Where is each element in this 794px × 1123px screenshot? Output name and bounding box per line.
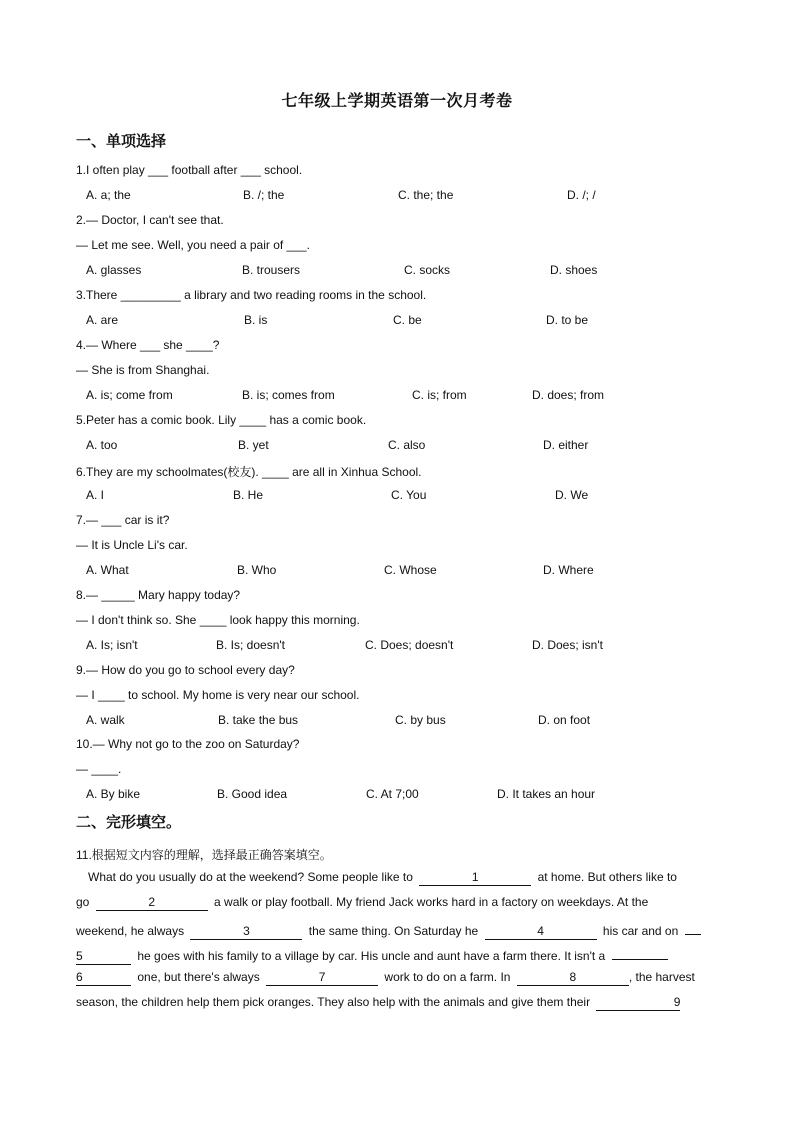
question-5: 5.Peter has a comic book. Lily ____ has a comic book. [76, 413, 367, 427]
cloze-blank-7[interactable]: 7 [266, 971, 378, 986]
option-d[interactable]: D. /; / [567, 188, 596, 202]
option-a[interactable]: A. Is; isn't [86, 638, 138, 652]
question-7-line-1: 7.— ___ car is it? [76, 513, 170, 527]
cloze-blank-8[interactable]: 8 [517, 971, 629, 986]
option-b[interactable]: B. take the bus [218, 713, 299, 727]
question-9-line-2: — I ____ to school. My home is very near our school. [76, 688, 360, 702]
option-d[interactable]: D. It takes an hour [497, 787, 596, 801]
option-b[interactable]: B. Who [237, 563, 277, 577]
cloze-blank-9[interactable]: 9 [596, 996, 680, 1011]
section-heading-cloze: 二、完形填空。 [76, 813, 182, 831]
question-3: 3.There _________ a library and two reading rooms in the school. [76, 288, 427, 302]
option-b[interactable]: B. Good idea [217, 787, 288, 801]
option-b[interactable]: B. yet [238, 438, 269, 452]
question-8-line-1: 8.— _____ Mary happy today? [76, 588, 241, 602]
question-10-line-2: — ____. [76, 762, 122, 776]
option-d[interactable]: D. Where [543, 563, 594, 577]
question-4-line-2: — She is from Shanghai. [76, 363, 210, 377]
cloze-line-1 [76, 870, 732, 886]
question-2-line-1: 2.— Doctor, I can't see that. [76, 213, 224, 227]
option-b[interactable]: B. /; the [243, 188, 285, 202]
cloze-blank-3[interactable]: 3 [190, 925, 302, 940]
option-a[interactable]: A. By bike [86, 787, 141, 801]
cloze-blank-2[interactable]: 2 [96, 896, 208, 911]
cloze-line-4 [76, 945, 720, 965]
cloze-text: work to do on a farm. In [384, 970, 511, 984]
cloze-line-6 [76, 995, 720, 1011]
option-d[interactable]: D. shoes [550, 263, 598, 277]
question-10-options [86, 787, 726, 803]
option-b[interactable]: B. He [233, 488, 264, 502]
cloze-text: he goes with his family to a village by car. His uncle and aunt have a farm there. It isn't a [137, 949, 606, 963]
question-9-line-1: 9.— How do you go to school every day? [76, 663, 295, 677]
cloze-blank-6[interactable]: 6 [76, 971, 131, 986]
cloze-text: go [76, 895, 90, 909]
cloze-line-5 [76, 970, 720, 986]
cloze-text: weekend, he always [76, 924, 185, 938]
cloze-text: one, but there's always [137, 970, 260, 984]
cloze-text: What do you usually do at the weekend? Some people like to [88, 870, 413, 884]
question-4-options [86, 388, 726, 404]
cloze-line-3 [76, 920, 720, 940]
question-7-line-2: — It is Uncle Li's car. [76, 538, 188, 552]
option-c[interactable]: C. also [388, 438, 426, 452]
option-a[interactable]: A. walk [86, 713, 125, 727]
cloze-blank-6-start [612, 945, 668, 960]
option-d[interactable]: D. Does; isn't [532, 638, 603, 652]
cloze-blank-5[interactable]: 5 [76, 950, 131, 965]
question-10-line-1: 10.— Why not go to the zoo on Saturday? [76, 737, 300, 751]
option-c[interactable]: C. be [393, 313, 422, 327]
option-c[interactable]: C. is; from [412, 388, 467, 402]
option-c[interactable]: C. by bus [395, 713, 446, 727]
question-9-options [86, 713, 726, 729]
cloze-blank-4[interactable]: 4 [485, 925, 597, 940]
cloze-line-2 [76, 895, 720, 911]
option-a[interactable]: A. a; the [86, 188, 131, 202]
option-a[interactable]: A. What [86, 563, 129, 577]
cloze-text: , the harvest [628, 970, 695, 984]
option-d[interactable]: D. does; from [532, 388, 605, 402]
option-a[interactable]: A. I [86, 488, 105, 502]
option-d[interactable]: D. to be [546, 313, 589, 327]
cloze-text: the same thing. On Saturday he [308, 924, 479, 938]
option-d[interactable]: D. either [543, 438, 589, 452]
cloze-instruction: 11.根据短文内容的理解，选择最正确答案填空。 [76, 848, 332, 862]
option-c[interactable]: C. socks [404, 263, 451, 277]
question-4-line-1: 4.— Where ___ she ____? [76, 338, 220, 352]
question-7-options [86, 563, 726, 579]
question-2-line-2: — Let me see. Well, you need a pair of ___. [76, 238, 310, 252]
option-d[interactable]: D. We [555, 488, 589, 502]
option-a[interactable]: A. are [86, 313, 119, 327]
cloze-text: at home. But others like to [537, 870, 677, 884]
option-c[interactable]: C. Whose [384, 563, 437, 577]
question-1-options [86, 188, 726, 204]
question-5-options [86, 438, 726, 454]
cloze-text: his car and on [602, 924, 679, 938]
option-b[interactable]: B. is; comes from [242, 388, 335, 402]
question-6: 6.They are my schoolmates(校友). ____ are all in Xinhua School. [76, 465, 422, 479]
question-8-line-2: — I don't think so. She ____ look happy this morning. [76, 613, 360, 627]
question-2-options [86, 263, 726, 279]
question-1: 1.I often play ___ football after ___ school. [76, 163, 303, 177]
option-a[interactable]: A. is; come from [86, 388, 173, 402]
option-c[interactable]: C. Does; doesn't [365, 638, 454, 652]
section-heading-single-choice: 一、单项选择 [76, 132, 167, 150]
option-a[interactable]: A. too [86, 438, 118, 452]
option-c[interactable]: C. You [391, 488, 427, 502]
option-c[interactable]: C. the; the [398, 188, 454, 202]
cloze-text: season, the children help them pick oranges. They also help with the animals and give them their [76, 995, 591, 1009]
cloze-blank-1[interactable]: 1 [419, 871, 531, 886]
cloze-blank-5-start [685, 920, 701, 935]
option-c[interactable]: C. At 7;00 [366, 787, 419, 801]
option-b[interactable]: B. Is; doesn't [216, 638, 285, 652]
page-title: 七年级上学期英语第一次月考卷 [281, 91, 513, 110]
question-3-options [86, 313, 726, 329]
question-6-options [86, 488, 726, 504]
option-d[interactable]: D. on foot [538, 713, 591, 727]
question-8-options [86, 638, 726, 654]
cloze-text: a walk or play football. My friend Jack works hard in a factory on weekdays. At the [214, 895, 649, 909]
option-b[interactable]: B. trousers [242, 263, 301, 277]
option-a[interactable]: A. glasses [86, 263, 142, 277]
option-b[interactable]: B. is [244, 313, 268, 327]
